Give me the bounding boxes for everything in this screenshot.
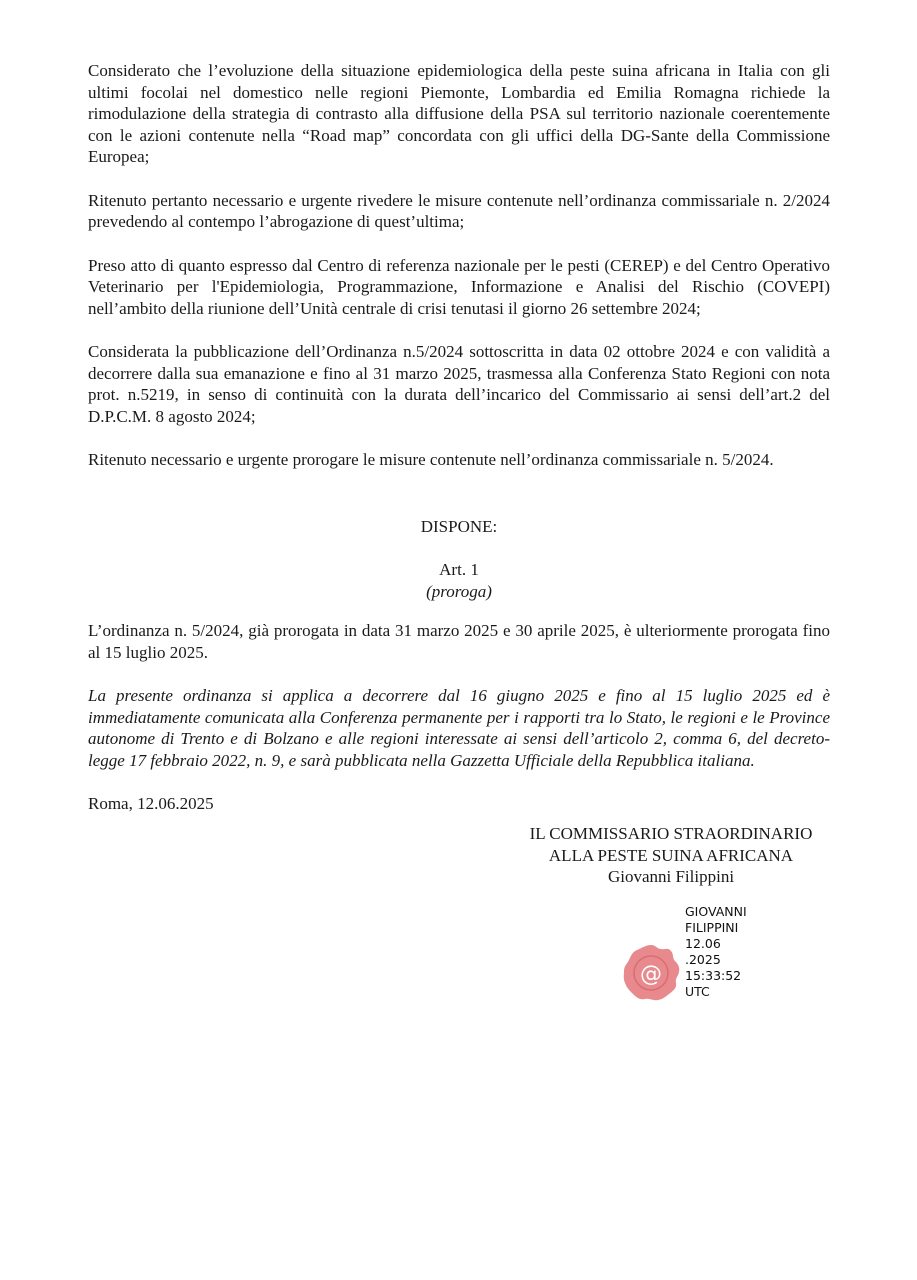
digital-signature-seal-icon	[620, 942, 682, 1004]
article-subtitle: (proroga)	[426, 581, 492, 601]
digital-signature-text	[685, 904, 747, 1000]
digital-signature-line: 12.06	[685, 936, 721, 951]
paragraph-ritenuto-prorogare: Ritenuto necessario e urgente prorogare le misure contenute nell’ordinanza commissariale n. 5/2024.	[88, 450, 774, 469]
signature-name: Giovanni Filippini	[607, 867, 735, 886]
article-body: L’ordinanza n. 5/2024, già prorogata in data 31 marzo 2025 e 30 aprile 2025, è ulteriormente prorogata fino al 15 luglio 2025.	[88, 621, 830, 662]
paragraph-ritenuto-rivedere: Ritenuto pertanto necessario e urgente rivedere le misure contenute nell’ordinanza commissariale n. 2/2024 prevedendo al contempo l’abrogazione di quest’ultima;	[88, 190, 830, 231]
document-page	[88, 60, 830, 837]
article-italic-body: La presente ordinanza si applica a decorrere dal 16 giugno 2025 e fino al 15 luglio 2025 ed è immediatamente comunicata alla Conferenza permanente per i rapporti tra lo Stato, le regioni e le Province autonome di Trento e di Bolzano e alle regioni interessate ai sensi dell’articolo 2, comma 6, del decreto-legge 17 febbraio 2022, n. 9, e sarà pubblicata nella Gazzetta Ufficiale della Repubblica italiana.	[88, 686, 830, 770]
paragraph-considerato-evoluzione: Considerato che l’evoluzione della situazione epidemiologica della peste suina africana in Italia con gli ultimi focolai nel domestico nelle regioni Piemonte, Lombardia ed Emilia Romagna richiede la rimodulazione della strategia di contrasto alla diffusione della PSA sul territorio nazionale coerentemente con le azioni contenute nella “Road map” concordata con gli uffici della DG-Sante della Commissione Europea;	[88, 61, 830, 166]
place-date: Roma, 12.06.2025	[88, 794, 214, 813]
signature-title-line1: IL COMMISSARIO STRAORDINARIO	[529, 824, 813, 843]
digital-signature-line: UTC	[685, 984, 710, 999]
digital-signature	[616, 902, 786, 1012]
digital-signature-line: GIOVANNI	[685, 904, 747, 919]
digital-signature-line: 15:33:52	[685, 968, 742, 983]
paragraph-considerata-pubblicazione: Considerata la pubblicazione dell’Ordinanza n.5/2024 sottoscritta in data 02 ottobre 2024 e con validità a decorrere dalla sua emanazione e fino al 31 marzo 2025, trasmessa alla Conferenza Stato Regioni con nota prot. n.5219, in senso di continuità con la durata dell’incarico del Commissario ai sensi dell’art.2 del D.P.C.M. 8 agosto 2024;	[88, 342, 830, 426]
digital-signature-line: .2025	[685, 952, 721, 967]
signature-block	[510, 823, 832, 888]
paragraph-preso-atto: Preso atto di quanto espresso dal Centro di referenza nazionale per le pesti (CEREP) e del Centro Operativo Veterinario per l'Epidemiologia, Programmazione, Informazione e Analisi del Rischio (COVEPI) nell’ambito della riunione dell’Unità centrale di crisi tenutasi il giorno 26 settembre 2024;	[88, 255, 830, 318]
digital-signature-line: FILIPPINI	[685, 920, 739, 935]
article-title: Art. 1	[439, 560, 479, 579]
signature-title-line2: ALLA PESTE SUINA AFRICANA	[548, 845, 794, 865]
seal-at-symbol: @	[640, 962, 662, 987]
dispone-heading: DISPONE:	[420, 516, 498, 536]
